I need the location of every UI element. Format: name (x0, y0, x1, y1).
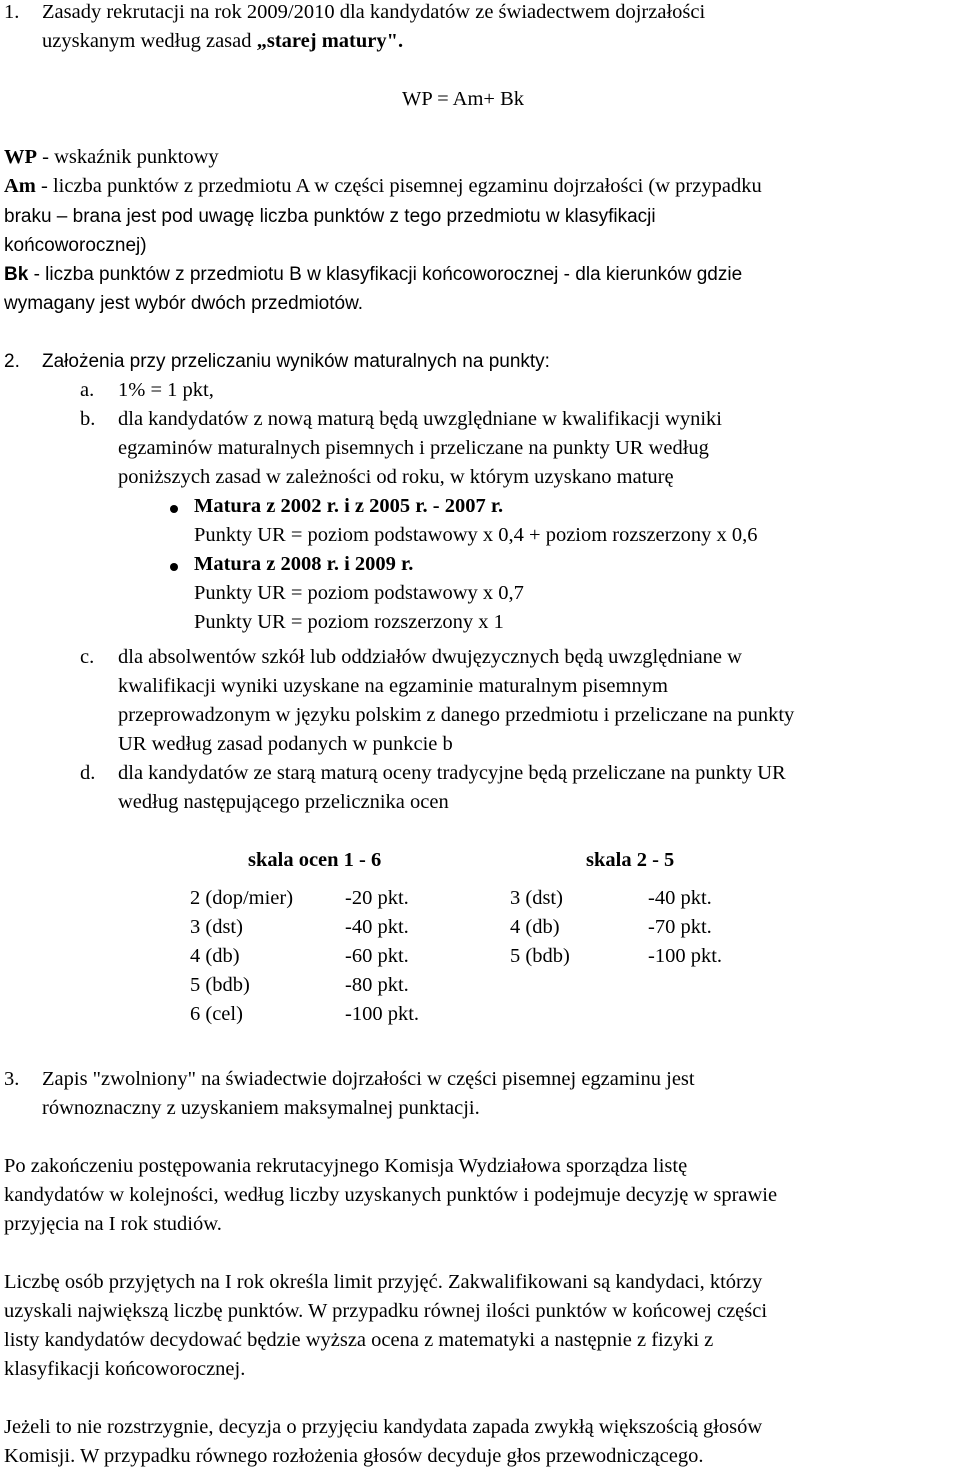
scale-grade: 2 (dop/mier) (190, 887, 294, 909)
scale-grade: 6 (cel) (190, 1003, 243, 1025)
item-d-letter: d. (80, 762, 96, 784)
section-3-number: 3. (4, 1068, 20, 1090)
scale-points: -100 pkt. (345, 1003, 420, 1025)
scale-grade: 3 (dst) (190, 916, 243, 938)
formula: WP = Am+ Bk (402, 88, 525, 110)
item-b-letter: b. (80, 408, 96, 430)
section-2-title: Założenia przy przeliczaniu wyników maturalnych na punkty: (42, 351, 550, 372)
section-3-line1: Zapis "zwolniony" na świadectwie dojrzałości w części pisemnej egzaminu jest (42, 1068, 695, 1090)
definition-am-line2: braku – brana jest pod uwagę liczba punktów z tego przedmiotu w klasyfikacji (4, 206, 656, 227)
definition-bk-term: Bk (4, 264, 29, 285)
definition-wp-term: WP (4, 146, 38, 168)
scale-grade: 4 (db) (510, 916, 560, 938)
item-b-line3: poniższych zasad w zależności od roku, w którym uzyskano maturę (118, 466, 674, 488)
bullet-2-title: Matura z 2008 r. i 2009 r. (194, 553, 414, 575)
paragraph-1-line1: Po zakończeniu postępowania rekrutacyjnego Komisja Wydziałowa sporządza listę (4, 1155, 688, 1177)
scale-grade: 5 (bdb) (190, 974, 250, 996)
definition-wp-text: - wskaźnik punktowy (37, 146, 219, 168)
scale-points: -40 pkt. (648, 887, 712, 909)
paragraph-1-line3: przyjęcia na I rok studiów. (4, 1213, 222, 1235)
paragraph-2-line1: Liczbę osób przyjętych na I rok określa limit przyjęć. Zakwalifikowani są kandydaci, którzy (4, 1271, 763, 1293)
scale-left-title: skala ocen 1 - 6 (248, 849, 382, 871)
section-1-title-bold: „starej matury". (256, 30, 404, 52)
scale-points: -70 pkt. (648, 916, 712, 938)
section-1-title-line2 (42, 27, 403, 56)
scale-right-title: skala 2 - 5 (586, 849, 675, 871)
item-a-text: 1% = 1 pkt, (118, 379, 214, 401)
scale-points: -80 pkt. (345, 974, 409, 996)
item-a-letter: a. (80, 379, 95, 401)
item-c-line1: dla absolwentów szkół lub oddziałów dwujęzycznych będą uwzględniane w (118, 646, 742, 668)
bullet-2-text-2: Punkty UR = poziom rozszerzony x 1 (194, 611, 504, 633)
paragraph-1-line2: kandydatów w kolejności, według liczby uzyskanych punktów i podejmuje decyzję w sprawie (4, 1184, 778, 1206)
item-b-line1: dla kandydatów z nową maturą będą uwzględniane w kwalifikacji wyniki (118, 408, 722, 430)
definition-am-term: Am (4, 175, 36, 197)
definition-wp (4, 143, 219, 172)
scale-points: -40 pkt. (345, 916, 409, 938)
definition-bk-text: - liczba punktów z przedmiotu B w klasyfikacji końcoworocznej - dla kierunków gdzie (28, 264, 743, 285)
scale-points: -100 pkt. (648, 945, 723, 967)
definition-bk (4, 260, 742, 289)
scale-grade: 3 (dst) (510, 887, 563, 909)
item-b-line2: egzaminów maturalnych pisemnych i przeliczane na punkty UR według (118, 437, 709, 459)
bullet-1-text: Punkty UR = poziom podstawowy x 0,4 + poziom rozszerzony x 0,6 (194, 524, 758, 546)
paragraph-2-line3: listy kandydatów decydować będzie wyższa ocena z matematyki a następnie z fizyki z (4, 1329, 714, 1351)
bullet-2-text-1: Punkty UR = poziom podstawowy x 0,7 (194, 582, 524, 604)
item-d-line1: dla kandydatów ze starą maturą oceny tradycyjne będą przeliczane na punkty UR (118, 762, 786, 784)
paragraph-3-line2: Komisji. W przypadku równego rozłożenia głosów decyduje głos przewodniczącego. (4, 1445, 704, 1467)
paragraph-2-line2: uzyskali największą liczbę punktów. W przypadku równej ilości punktów w końcowej części (4, 1300, 768, 1322)
section-1-number: 1. (4, 1, 20, 23)
section-1-title-line1: Zasady rekrutacji na rok 2009/2010 dla kandydatów ze świadectwem dojrzałości (42, 1, 706, 23)
definition-bk-line2: wymagany jest wybór dwóch przedmiotów. (4, 293, 364, 314)
bullet-1-title: Matura z 2002 r. i z 2005 r. - 2007 r. (194, 495, 504, 517)
paragraph-3-line1: Jeżeli to nie rozstrzygnie, decyzja o przyjęciu kandydata zapada zwykłą większością głosów (4, 1416, 763, 1438)
section-1-title-text: uzyskanym według zasad (42, 30, 257, 52)
item-c-line2: kwalifikacji wyniki uzyskane na egzaminie maturalnym pisemnym (118, 675, 668, 697)
definition-am (4, 172, 762, 201)
section-3-line2: równoznaczny z uzyskaniem maksymalnej punktacji. (42, 1097, 480, 1119)
definition-am-line3: końcoworocznej) (4, 235, 147, 256)
scale-grade: 4 (db) (190, 945, 240, 967)
bullet-1 (170, 505, 178, 513)
scale-points: -20 pkt. (345, 887, 409, 909)
scale-grade: 5 (bdb) (510, 945, 570, 967)
scale-points: -60 pkt. (345, 945, 409, 967)
bullet-2 (170, 563, 178, 571)
item-c-line4: UR według zasad podanych w punkcie b (118, 733, 453, 755)
paragraph-2-line4: klasyfikacji końcoworocznej. (4, 1358, 246, 1380)
definition-am-text: - liczba punktów z przedmiotu A w części pisemnej egzaminu dojrzałości (w przypadku (35, 175, 762, 197)
item-c-line3: przeprowadzonym w języku polskim z danego przedmiotu i przeliczane na punkty (118, 704, 795, 726)
item-c-letter: c. (80, 646, 95, 668)
section-2-number: 2. (4, 351, 20, 372)
item-d-line2: według następującego przelicznika ocen (118, 791, 449, 813)
